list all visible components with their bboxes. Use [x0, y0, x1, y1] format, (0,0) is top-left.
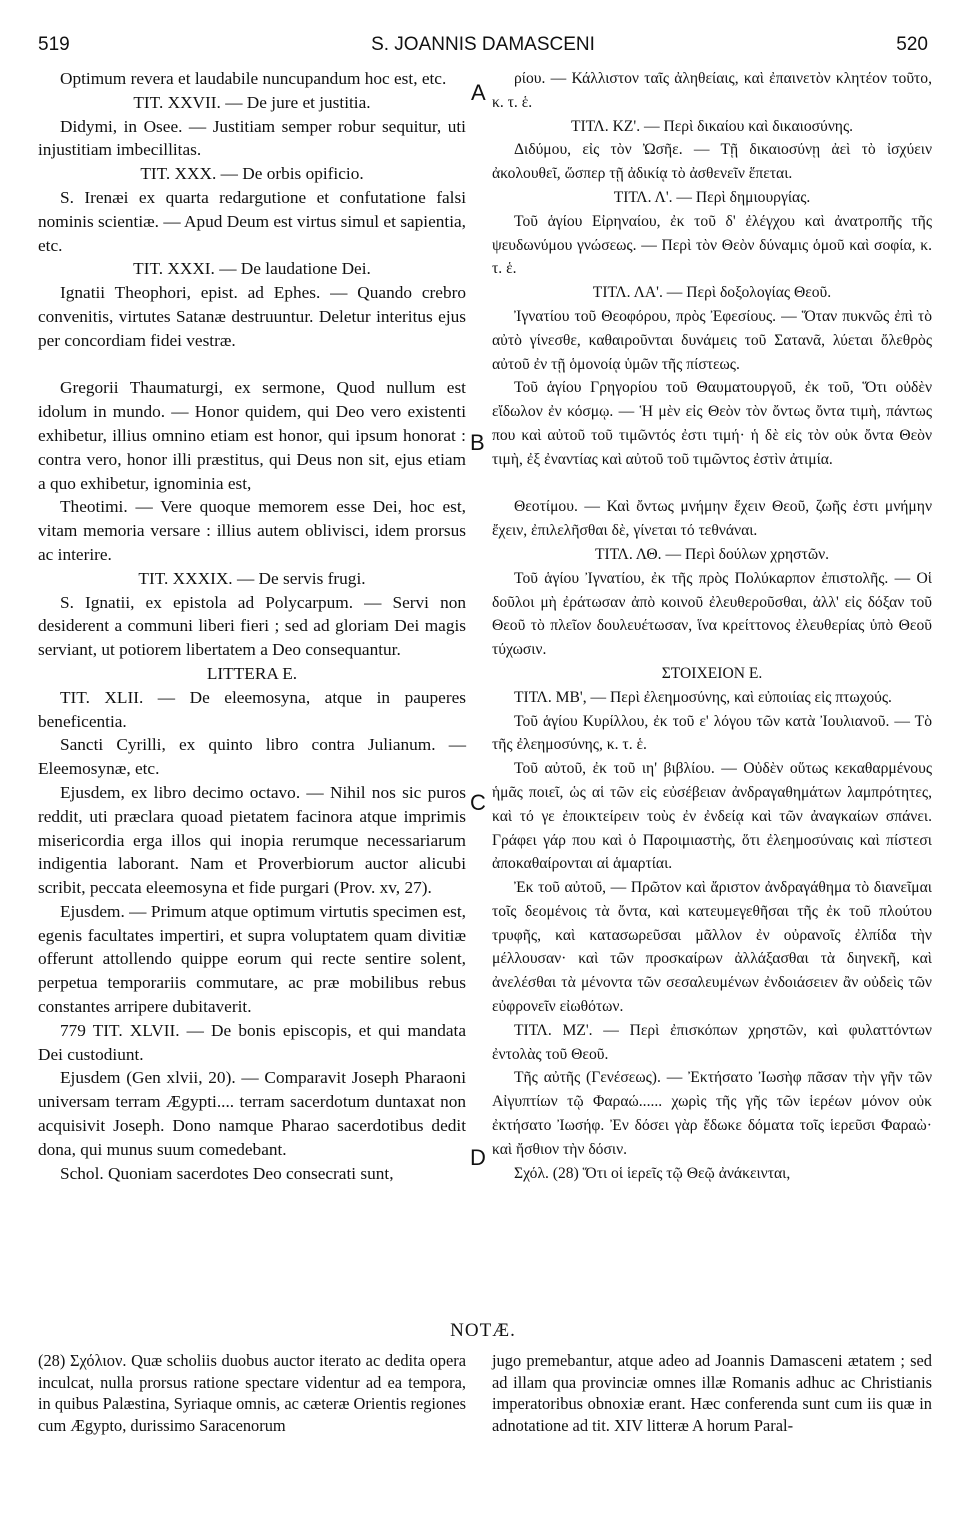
latin-spacer [38, 353, 466, 377]
page-number-left: 519 [38, 34, 70, 55]
greek-paragraph: Διδύμου, εἰς τὸν Ὠσῆε. — Τῇ δικαιοσύνῃ ἀεὶ τὸ ἰσχύειν ἀκολουθεῖ, ὥσπερ τῇ ἀδικίᾳ τὸ ἀσθενεῖν ἕπεται. [492, 141, 932, 183]
page-header [0, 0, 966, 60]
greek-paragraph: ΤΙΤΛ. ΜΒ', — Περὶ ἐλεημοσύνης, καὶ εὐποιίας εἰς πτωχούς. [514, 688, 892, 706]
greek-heading: ΤΙΤΛ. ΚΖ'. — Περὶ δικαίου καὶ δικαιοσύνης. [570, 117, 854, 135]
latin-paragraph: S. Ignatii, ex epistola ad Polycarpum. — Servi non desiderent a communi liberi fieri ; sed ad gloriam Dei magis serviant, ut potiorem libertatem a Deo consequantur. [38, 592, 466, 660]
latin-paragraph: 779 TIT. XLVII. — De bonis episcopis, et qui mandata Dei custodiunt. [38, 1020, 466, 1064]
greek-paragraph: Τοῦ ἁγίου Ἰγνατίου, ἐκ τῆς πρὸς Πολύκαρπον ἐπιστολῆς. — Οἱ δοῦλοι μὴ ἐράτωσαν ἀπὸ κοινοῦ ἐλευθεροῦσθαι, ἀλλ' εἰς δόξαν τοῦ Θεοῦ τὸ πλεῖον δουλευέτωσαν, ἵνα κρείττονος ἐλευθερίας ὑπὸ Θεοῦ τύχωσιν. [492, 569, 932, 659]
latin-paragraph: Ignatii Theophori, epist. ad Ephes. — Quando crebro convenitis, virtutes Satanæ destruuntur. Deletur interitus ejus per concordiam fidei vestræ. [38, 283, 466, 350]
latin-paragraph: S. Irenæi ex quarta redargutione et confutatione falsi nominis scientiæ. — Apud Deum est virtus simul et sapientia, etc. [38, 187, 466, 255]
greek-paragraph: Τοῦ ἁγίου Κυρίλλου, ἐκ τοῦ ε' λόγου τῶν κατὰ Ἰουλιανοῦ. — Τὸ τῆς ἐλεημοσύνης, κ. τ. ἑ. [492, 712, 932, 754]
greek-column [492, 67, 932, 1185]
latin-paragraph: Ejusdem (Gen xlvii, 20). — Comparavit Joseph Pharaoni universam terram Ægypti.... terram sacerdotum duntaxat non acquisivit Joseph. Dono namque Pharao sacerdotibus dedit dona, qui munus suum comedebant. [38, 1068, 466, 1159]
latin-heading: TIT. XXXIX. — De servis frugi. [138, 568, 366, 588]
greek-spacer [492, 472, 932, 496]
latin-paragraph: Theotimi. — Vere quoque memorem esse Dei, hoc est, vitam memoria versare : illius autem oblivisci, idem prorsus ac interire. [38, 497, 466, 564]
latin-heading: TIT. XXXI. — De laudatione Dei. [133, 259, 371, 279]
greek-paragraph: Ἐκ τοῦ αὐτοῦ, — Πρῶτον καὶ ἄριστον ἀνδραγάθημα τὸ διανεῖμαι τοῖς δεομένοις τὰ ὄντα, καὶ κατευμεγεθῆσαι τῆς ἐκ τοῦ πλούτου τρυφῆς, καὶ κατασωρεῦσαι μᾶλλον ἐν οὐρανοῖς ἐλπίδα τὴν μέλλουσαν· καὶ τῶν προσκαίρων ἀλλάξασθαι τὰ διηνεκῆ, καὶ ἀνελέσθαι τὰ μένοντα τῶν σεσαλευμένων ἐνδοιάσειεν ἂν οὐδεὶς τῶν εὐφρονεῖν εἰωθότων. [492, 879, 932, 1016]
latin-paragraph: Gregorii Thaumaturgi, ex sermone, Quod nullum est idolum in mundo. — Honor quidem, qui Deo vero existenti exhibetur, illius omnino etiam est honor, qui ipsum honorat : contra vero, honor illi præstitus, qui Deus non sit, ejus etiam a quo exhibetur, ignominia est, [38, 378, 466, 493]
greek-paragraph: Τοῦ ἁγίου Γρηγορίου τοῦ Θαυματουργοῦ, ἐκ τοῦ, Ὅτι οὐδὲν εἴδωλον ἐν κόσμῳ. — Ἡ μὲν εἰς Θεὸν τὸν ὄντως ὄντα τιμὴ, πάντως που καὶ αὐτοῦ τοῦ τιμῶντός ἐστι τιμή· ἡ δὲ εἰς τὸν οὐκ ὄντα Θεὸν τιμὴ, ἐξ ἐναντίας καὶ αὐτοῦ τοῦ τιμῶντος ἐστὶν ἀτιμία. [492, 379, 932, 468]
latin-heading: TIT. XXVII. — De jure et justitia. [133, 92, 371, 112]
latin-paragraph: Ejusdem. — Primum atque optimum virtutis specimen est, egenis facultates impertiri, et supra voluptatem quam divitiæ offerunt attollendo quippe eorum qui recte sentire solent, perpetua temporariis commutare, ac præ mobilibus rebus constantes arripere dubitaverit. [38, 901, 466, 1017]
latin-heading: LITTERA E. [206, 663, 298, 683]
latin-heading: TIT. XXX. — De orbis opificio. [140, 164, 364, 184]
greek-paragraph: Θεοτίμου. — Καὶ ὄντως μνήμην ἔχειν Θεοῦ, ζωῆς ἐστι μνήμην ἔχειν, ἐπιλελῆσθαι δὲ, γίνεται τό τεθνάναι. [492, 498, 932, 540]
greek-paragraph: ΤΙΤΛ. ΜΖ'. — Περὶ ἐπισκόπων χρηστῶν, καὶ φυλαττόντων ἐντολὰς τοῦ Θεοῦ. [492, 1021, 932, 1063]
note-left-column [38, 1350, 466, 1436]
greek-heading: ΤΙΤΛ. ΛΑ'. — Περὶ δοξολογίας Θεοῦ. [592, 284, 832, 302]
margin-letter-b: B [470, 430, 485, 455]
greek-paragraph: Σχόλ. (28) Ὅτι οἱ ἱερεῖς τῷ Θεῷ ἀνάκεινται, [514, 1164, 791, 1182]
notes-title: NOTÆ. [450, 1320, 516, 1341]
latin-paragraph: Optimum revera et laudabile nuncupandum hoc est, etc. [60, 69, 447, 88]
latin-paragraph: Sancti Cyrilli, ex quinto libro contra Julianum. — Eleemosynæ, etc. [38, 735, 466, 779]
margin-letter-c: C [470, 790, 486, 815]
page-number-right: 520 [896, 34, 928, 55]
greek-heading: ΣΤΟΙΧΕΙΟΝ Ε. [661, 664, 763, 682]
greek-heading: ΤΙΤΛ. Λ'. — Περὶ δημιουργίας. [613, 188, 811, 206]
note-right-text: jugo premebantur, atque adeo ad Joannis Damasceni ætatem ; sed ad illam qua provinciæ omnes illæ Romanis adhuc ac Christianis imperatoribus obnoxiæ erant. Hæc conferenda sunt cum iis quæ in adnotatione ad tit. XIV litteræ A horum Paral- [492, 1351, 932, 1435]
greek-paragraph: Τοῦ αὐτοῦ, ἐκ τοῦ ιη' βιβλίου. — Οὐδὲν οὕτως κεκαθαρμένους ἡμᾶς ποιεῖ, ὡς αἱ τῶν εἰς εὐσέβειαν ἀνδραγαθημάτων λαμπρότητες, καὶ τό γε ἐποικτείρειν τοὺς ἐν ἐνδείᾳ καὶ τῶν ἀναγκαίων σπάνει. Γράφει γάρ που καὶ ὁ Παροιμιαστὴς, ὅτι ἐλεημοσύναις καὶ πίστεσι ἀποκαθαίρονται αἱ ἁμαρτίαι. [492, 760, 932, 873]
latin-paragraph: Didymi, in Osee. — Justitiam semper robur sequitur, uti injustitiam imbecillitas. [38, 116, 466, 160]
note-right-column [492, 1350, 932, 1436]
margin-letter-a: A [471, 80, 486, 105]
latin-column [38, 67, 466, 1185]
greek-paragraph: Ἰγνατίου τοῦ Θεοφόρου, πρὸς Ἐφεσίους. — Ὅταν πυκνῶς ἐπὶ τὸ αὐτὸ γίνεσθε, καθαιροῦνται δυνάμεις τοῦ Σατανᾶ, λύεται ὄλεθρὸς αὐτοῦ ἐν τῇ ὁμονοίᾳ ὑμῶν τῆς πίστεως. [492, 307, 932, 373]
greek-heading: ΤΙΤΛ. ΛΘ. — Περὶ δούλων χρηστῶν. [594, 545, 830, 563]
margin-letter-d: D [470, 1145, 486, 1170]
note-left-text: (28) Σχόλιον. Quæ scholiis duobus auctor iterato ac dedita opera inculcat, nulla prorsus ratione spectare videntur ad ea tempora, in quibus Palæstina, Syriaque omnis, ac cæteræ Orientis regiones cum Ægypto, durissimo Saracenorum [38, 1351, 466, 1435]
running-title: S. JOANNIS DAMASCENI [371, 34, 595, 55]
latin-paragraph: Schol. Quoniam sacerdotes Deo consecrati sunt, [60, 1163, 394, 1183]
latin-paragraph: TIT. XLII. — De eleemosyna, atque in pauperes beneficentia. [38, 687, 466, 731]
greek-paragraph: Τοῦ ἁγίου Εἰρηναίου, ἐκ τοῦ δ' ἐλέγχου καὶ ἀνατροπῆς τῆς ψευδωνύμου γνώσεως. — Περὶ τὸν Θεὸν δύναμις ὁμοῦ καὶ σοφία, κ. τ. ἑ. [492, 212, 932, 278]
latin-paragraph: Ejusdem, ex libro decimo octavo. — Nihil nos sic puros reddit, uti præclara quoad pietatem facinora atque imprimis misericordia erga illos qui inopia rerumque necessariarum indigentia laborant. Nam et Proverbiorum auctor alicubi scribit, peccata eleemosyna et fide purgari (Prov. xv, 27). [38, 782, 466, 898]
greek-paragraph: ρίου. — Κάλλιστον ταῖς ἀληθείαις, καὶ ἐπαινετὸν κλητέον τοῦτο, κ. τ. ἑ. [492, 70, 932, 111]
greek-paragraph: Τῆς αὐτῆς (Γενέσεως). — Ἐκτήσατο Ἰωσὴφ πᾶσαν τὴν γῆν τῶν Αἰγυπτίων τῷ Φαραώ...... χωρὶς τῆς γῆς τῶν ἱερέων μόνον οὐκ ἐκτήσατο Ἰωσήφ. Ἐν δόσει γὰρ ἔδωκε δόματα τοῖς ἱερεῦσι Φαραὼ· καὶ ἤσθιον τὴν δόσιν. [492, 1069, 932, 1158]
